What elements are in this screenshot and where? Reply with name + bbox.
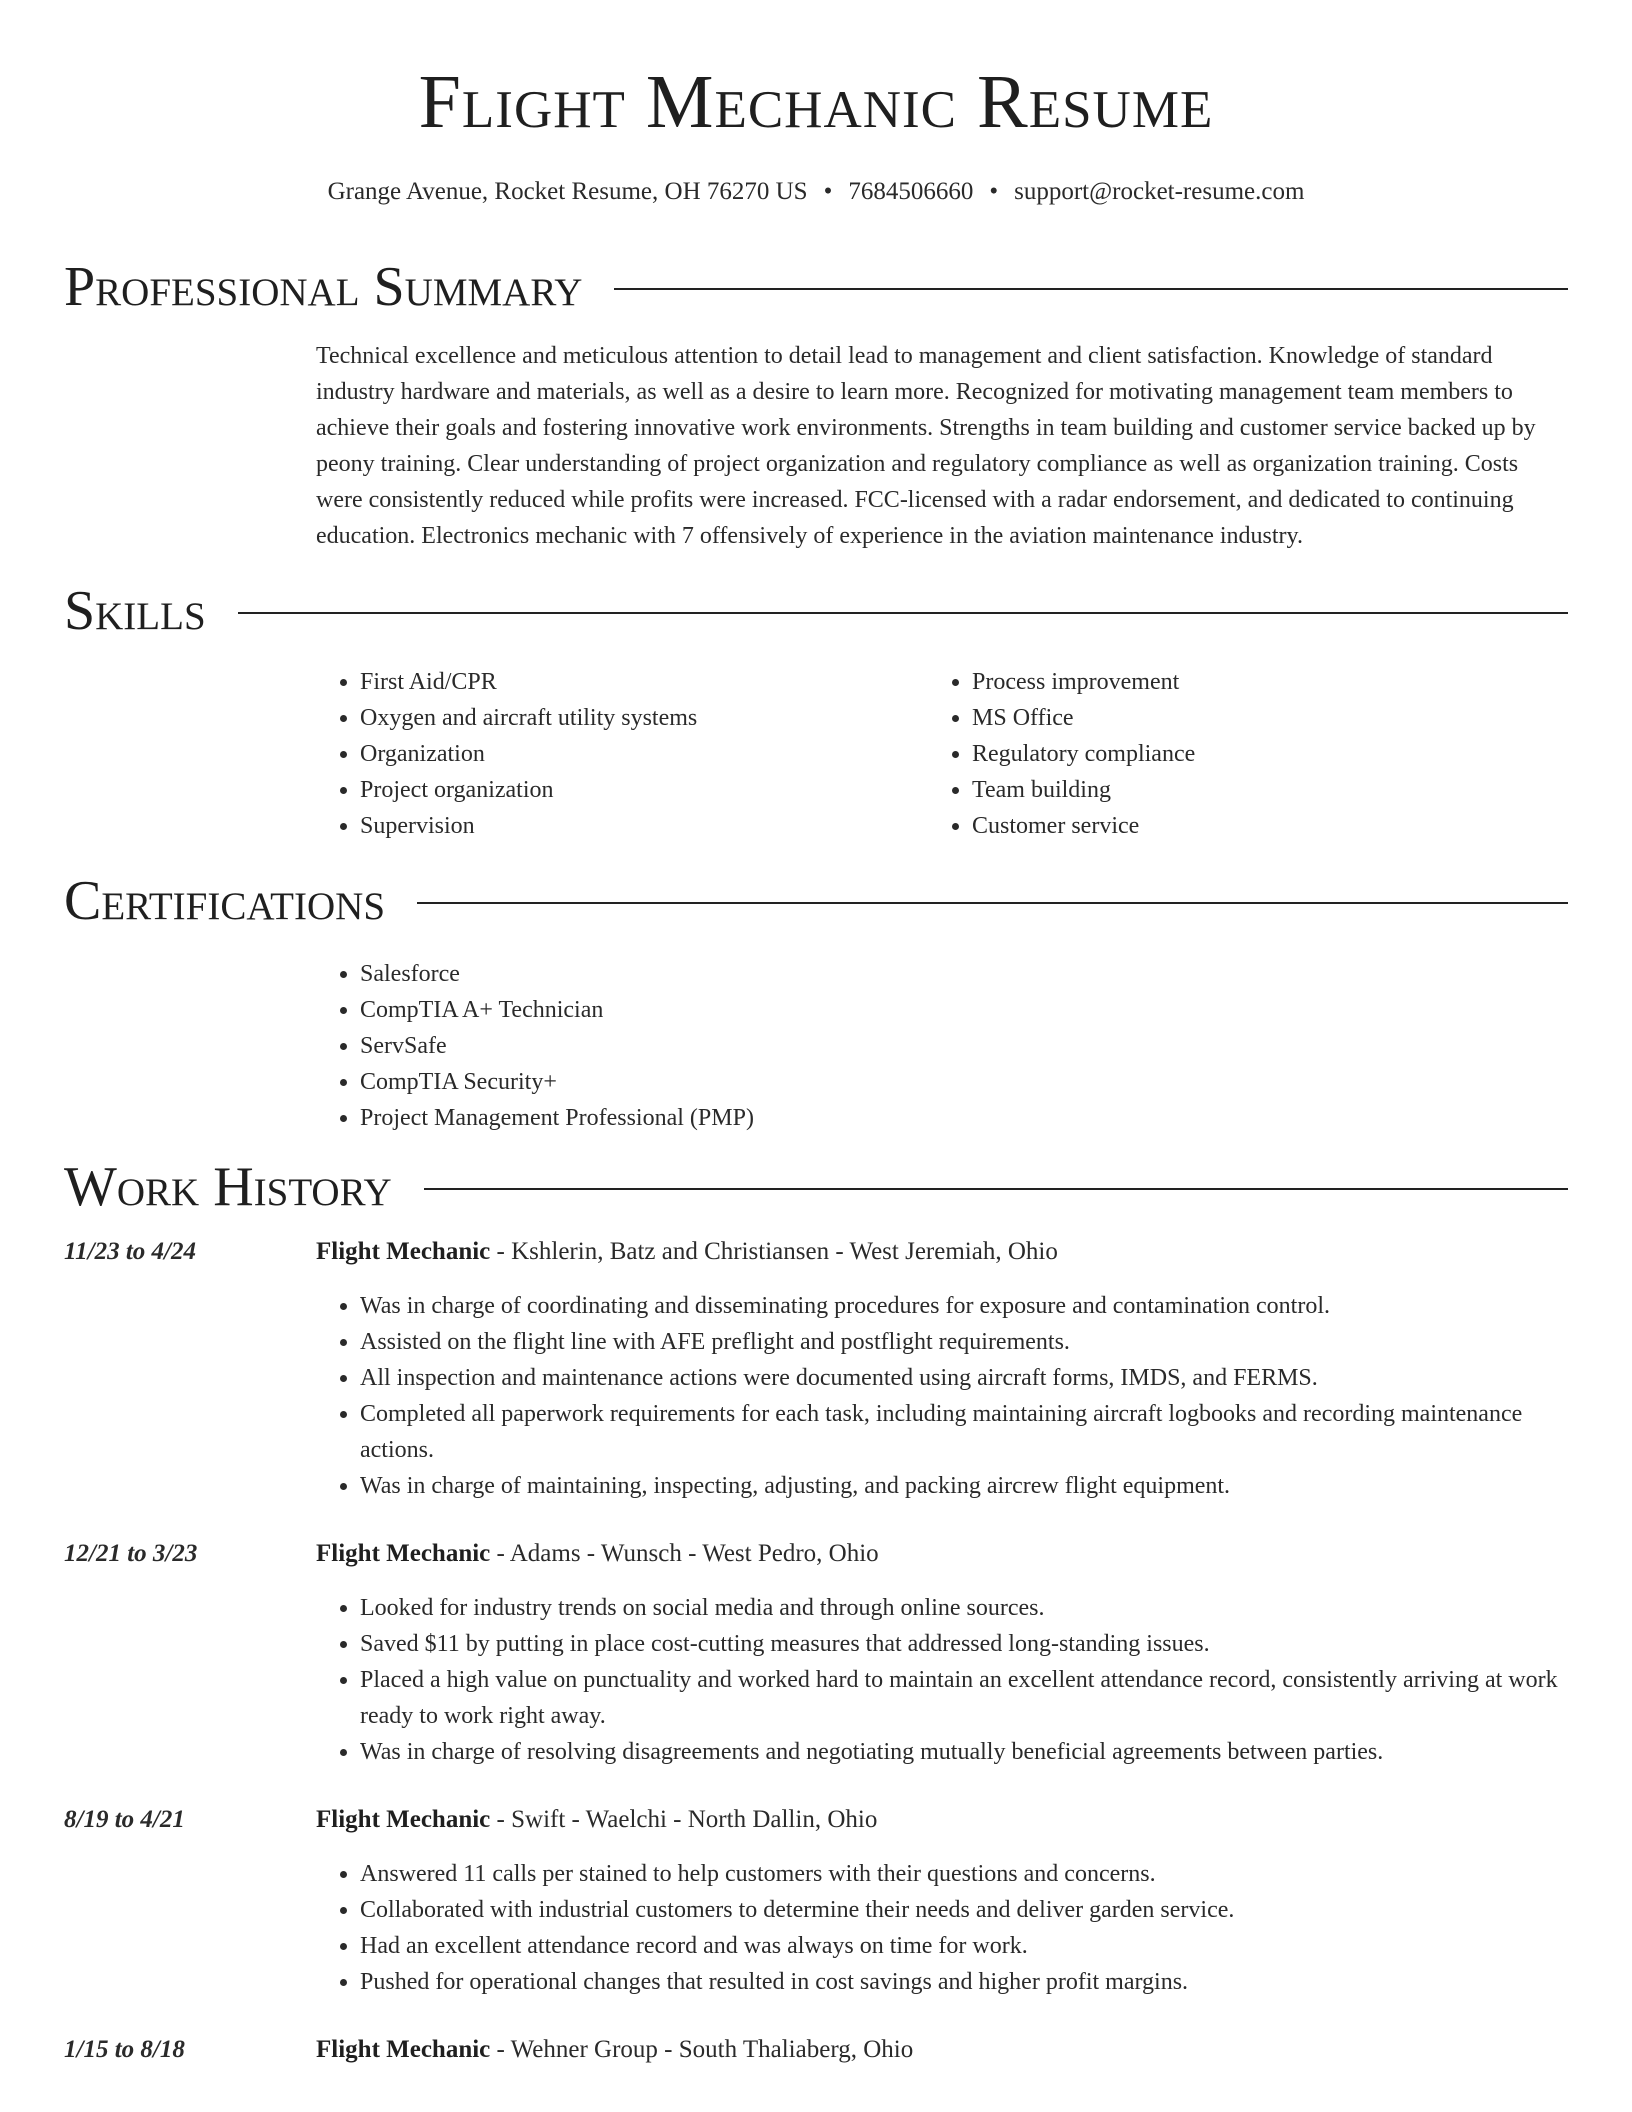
job-dates: 8/19 to 4/21 (64, 1806, 185, 1833)
section-divider (417, 902, 1568, 904)
section-divider (424, 1188, 1568, 1190)
job-company-location: - Adams - Wunsch - West Pedro, Ohio (490, 1540, 879, 1567)
job-company-location: - Wehner Group - South Thaliaberg, Ohio (490, 2036, 914, 2063)
section-divider (238, 612, 1568, 614)
skill-item: • Oxygen and aircraft utility systems (360, 700, 916, 736)
contact-line (0, 172, 1632, 212)
section-title-skills: Skills (64, 580, 206, 642)
job-bullet: • Pushed for operational changes that resulted in cost savings and higher profit margins. (360, 1964, 1568, 2000)
job-bullet: • Was in charge of coordinating and disseminating procedures for exposure and contamination control. (360, 1288, 1568, 1324)
resume-title: Flight Mechanic Resume (418, 60, 1214, 144)
job-company-location: - Swift - Waelchi - North Dallin, Ohio (490, 1806, 878, 1833)
job-bullet: • Completed all paperwork requirements for each task, including maintaining aircraft logbooks and recording maintenance actions. (360, 1396, 1568, 1468)
professional-summary-text: Technical excellence and meticulous attention to detail lead to management and client satisfaction. Knowledge of standard industry hardware and materials, as well as a desire to learn more. Recognized for motivating management team members to achieve their goals and fostering innovative work environments. Strengths in team building and customer service backed up by peony training. Clear understanding of project organization and regulatory compliance as well as organization training. Costs were consistently reduced while profits were increased. FCC-licensed with a radar endorsement, and dedicated to continuing education. Electronics mechanic with 7 offensively of experience in the aviation maintenance industry. (316, 343, 1536, 549)
contact-separator: • (989, 178, 999, 205)
certification-item: • Salesforce (360, 956, 1316, 992)
section-title-certifications: Certifications (64, 870, 386, 932)
job-bullet: • Saved $11 by putting in place cost-cutting measures that addressed long-standing issues. (360, 1626, 1568, 1662)
job-company-location: - Kshlerin, Batz and Christiansen - West Jeremiah, Ohio (490, 1238, 1058, 1265)
job-bullet-list (316, 1856, 1568, 2000)
job-bullet: • Was in charge of resolving disagreements and negotiating mutually beneficial agreements between parties. (360, 1734, 1568, 1770)
job-bullet: • Placed a high value on punctuality and worked hard to maintain an excellent attendance record, consistently arriving at work ready to work right away. (360, 1662, 1568, 1734)
skills-list-left (316, 664, 916, 844)
job-title: Flight Mechanic (316, 2036, 491, 2063)
section-title-work-history: Work History (64, 1156, 392, 1218)
section-header-skills (64, 576, 1568, 646)
job-bullet: • Collaborated with industrial customers to determine their needs and deliver garden service. (360, 1892, 1568, 1928)
job-dates: 11/23 to 4/24 (64, 1238, 196, 1265)
job-bullet: • Had an excellent attendance record and was always on time for work. (360, 1928, 1568, 1964)
job-heading (316, 1802, 1568, 1838)
certification-item: • Project Management Professional (PMP) (360, 1100, 1316, 1136)
certifications-list (316, 956, 1316, 1136)
job-bullet: • Assisted on the flight line with AFE preflight and postflight requirements. (360, 1324, 1568, 1360)
job-bullet: • Looked for industry trends on social media and through online sources. (360, 1590, 1568, 1626)
skill-item: • MS Office (972, 700, 1528, 736)
skill-item: • Supervision (360, 808, 916, 844)
job-heading (316, 1536, 1568, 1572)
section-header-certifications (64, 866, 1568, 936)
job-bullets (316, 1288, 1568, 1504)
job-bullet-list (316, 1590, 1568, 1770)
section-divider (614, 288, 1568, 290)
contact-phone: 7684506660 (848, 178, 974, 205)
job-bullet: • Answered 11 calls per stained to help customers with their questions and concerns. (360, 1856, 1568, 1892)
job-heading (316, 1234, 1568, 1270)
section-title-summary: Professional Summary (64, 256, 583, 318)
skill-item: • First Aid/CPR (360, 664, 916, 700)
section-header-summary (64, 252, 1568, 322)
job-bullet: • Was in charge of maintaining, inspecting, adjusting, and packing aircrew flight equipment. (360, 1468, 1568, 1504)
certification-item: • CompTIA Security+ (360, 1064, 1316, 1100)
job-heading (316, 2032, 1568, 2068)
skills-column-left (316, 664, 916, 844)
contact-email: support@rocket-resume.com (1014, 178, 1305, 205)
job-bullet-list (316, 1288, 1568, 1504)
job-title: Flight Mechanic (316, 1540, 491, 1567)
skill-item: • Project organization (360, 772, 916, 808)
certification-item: • CompTIA A+ Technician (360, 992, 1316, 1028)
section-header-work-history (64, 1152, 1568, 1222)
skill-item: • Team building (972, 772, 1528, 808)
job-bullets (316, 1856, 1568, 2000)
skill-item: • Regulatory compliance (972, 736, 1528, 772)
skills-column-right (928, 664, 1528, 844)
job-dates: 12/21 to 3/23 (64, 1540, 198, 1567)
job-bullets (316, 1590, 1568, 1770)
certifications-block (316, 956, 1316, 1136)
skills-list-right (928, 664, 1528, 844)
contact-address: Grange Avenue, Rocket Resume, OH 76270 US (327, 178, 808, 205)
job-title: Flight Mechanic (316, 1806, 491, 1833)
contact-separator: • (823, 178, 833, 205)
job-bullet: • All inspection and maintenance actions were documented using aircraft forms, IMDS, and FERMS. (360, 1360, 1568, 1396)
skill-item: • Process improvement (972, 664, 1528, 700)
certification-item: • ServSafe (360, 1028, 1316, 1064)
job-dates: 1/15 to 8/18 (64, 2036, 185, 2063)
job-title: Flight Mechanic (316, 1238, 491, 1265)
skill-item: • Organization (360, 736, 916, 772)
skill-item: • Customer service (972, 808, 1528, 844)
